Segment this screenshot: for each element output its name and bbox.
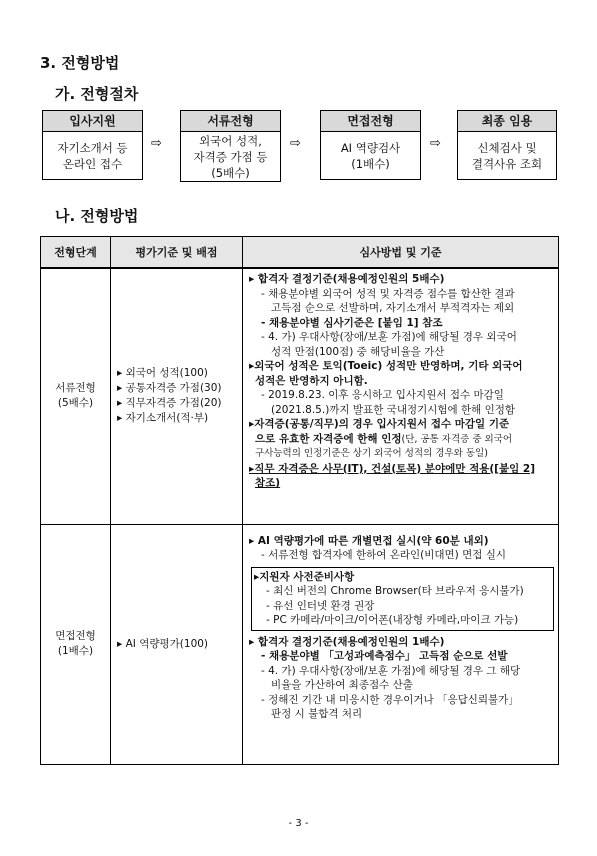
step-application	[42, 110, 143, 180]
method-line: - 2019.8.23. 이후 응시하고 입사지원서 접수 마감일	[261, 389, 504, 401]
arrow-icon: ⇨	[430, 136, 441, 151]
criteria-item: ▸ 자기소개서(적·부)	[117, 412, 209, 425]
criteria-item: ▸ 공통자격증 가점(30)	[117, 382, 222, 395]
column-header: 심사방법 및 기준	[243, 237, 559, 269]
method-cell	[243, 268, 559, 524]
criteria-cell	[111, 268, 243, 524]
method-line: ▸ 합격자 결정기준(채용예정인원의 1배수)	[249, 635, 445, 648]
step-title: 입사지원	[43, 111, 142, 132]
method-line: 판정 시 불합격 처리	[271, 708, 363, 720]
criteria-cell	[111, 524, 243, 764]
method-note: (단, 공통 자격증 중 외국어	[401, 433, 513, 445]
method-note: 구사능력의 인정기준은 상기 외국어 성적의 경우와 동일)	[255, 448, 488, 459]
stage-cell: 서류전형 (5배수)	[41, 268, 111, 524]
method-line: ▸직무 자격증은 사무(IT), 건설(토목) 분야에만 적용([붙임 2]	[249, 462, 536, 475]
step-body: AI 역량검사 (1배수)	[340, 141, 401, 171]
method-line: - 채용분야별 「고성과예측점수」 고득점 순으로 선발	[261, 650, 508, 662]
step-final-appointment	[457, 110, 557, 180]
step-body: 신체검사 및 결격사유 조회	[471, 141, 543, 171]
criteria-item: ▸ 외국어 성적(100)	[117, 367, 208, 380]
step-body: 자기소개서 등 온라인 접수	[57, 141, 128, 171]
preparation-box	[251, 567, 554, 631]
section-title: 3. 전형방법	[40, 54, 120, 72]
method-line: 으로 유효한 자격증에 한해 인정	[255, 432, 402, 445]
step-title: 면접전형	[321, 111, 420, 132]
stage-cell: 면접전형 (1배수)	[41, 524, 111, 764]
method-line: - 채용분야별 외국어 성적 및 자격증 점수를 합산한 결과	[261, 287, 515, 300]
method-line: 참조)	[255, 477, 281, 489]
step-title: 최종 임용	[458, 111, 556, 132]
method-line: 고득점 순으로 선발하며, 자기소개서 부적격자는 제외	[271, 302, 515, 314]
method-line: 성적 만점(100점) 중 해당비율을 가산	[271, 345, 445, 358]
method-line: - 서류전형 합격자에 한하여 온라인(비대면) 면접 실시	[261, 549, 507, 561]
box-title: ▸지원자 사전준비사항	[254, 570, 355, 583]
method-line: - 4. 가) 우대사항(장애/보훈 가점)에 해당될 경우 그 해당	[261, 664, 521, 677]
arrow-icon: ⇨	[290, 136, 301, 151]
box-item: - 유선 인터넷 환경 권장	[266, 599, 375, 612]
page-number: - 3 -	[288, 818, 309, 829]
column-header: 평가기준 및 배점	[111, 237, 243, 269]
table-header-row	[41, 237, 559, 269]
method-line: 성적은 반영하지 아니함.	[255, 374, 368, 387]
table-row	[41, 524, 559, 764]
box-item: - PC 카메라/마이크/이어폰(내장형 카메라,마이크 가능)	[266, 614, 519, 626]
step-body: 외국어 성적, 자격증 가점 등 (5배수)	[193, 134, 268, 180]
step-interview	[320, 110, 421, 180]
box-item: - 최신 버전의 Chrome Browser(타 브라우저 응시불가)	[266, 585, 524, 597]
subsection-title-method: 나. 전형방법	[55, 207, 139, 225]
method-line: ▸ 합격자 결정기준(채용예정인원의 5배수)	[249, 273, 445, 285]
step-title: 서류전형	[181, 111, 280, 132]
method-line: - 정해진 기간 내 미응시한 경우이거나 「응답신뢰불가」	[261, 693, 519, 706]
step-document-screening	[180, 110, 281, 182]
subsection-title-procedure: 가. 전형절차	[55, 85, 139, 103]
method-line: ▸자격증(공통/직무)의 경우 입사지원서 접수 마감일 기준	[249, 418, 510, 430]
table-row	[41, 268, 559, 524]
method-line: ▸외국어 성적은 토익(Toeic) 성적만 반영하며, 기타 외국어	[249, 360, 523, 372]
criteria-item: ▸ AI 역량평가(100)	[117, 637, 209, 650]
method-line: 비율을 가산하여 최종점수 산출	[271, 679, 413, 691]
method-line: ▸ AI 역량평가에 따른 개별면접 실시(약 60분 내외)	[249, 534, 489, 547]
arrow-icon: ⇨	[151, 136, 162, 151]
method-line: - 4. 가) 우대사항(장애/보훈 가점)에 해당될 경우 외국어	[261, 331, 517, 343]
column-header: 전형단계	[41, 237, 111, 269]
method-cell	[243, 524, 559, 764]
method-line: - 채용분야별 심사기준은 [붙임 1] 참조	[261, 316, 443, 329]
screening-method-table	[40, 236, 559, 765]
criteria-item: ▸ 직무자격증 가점(20)	[117, 397, 222, 410]
method-line: (2021.8.5.)까지 발표한 국내정기시험에 한해 인정함	[271, 403, 516, 416]
